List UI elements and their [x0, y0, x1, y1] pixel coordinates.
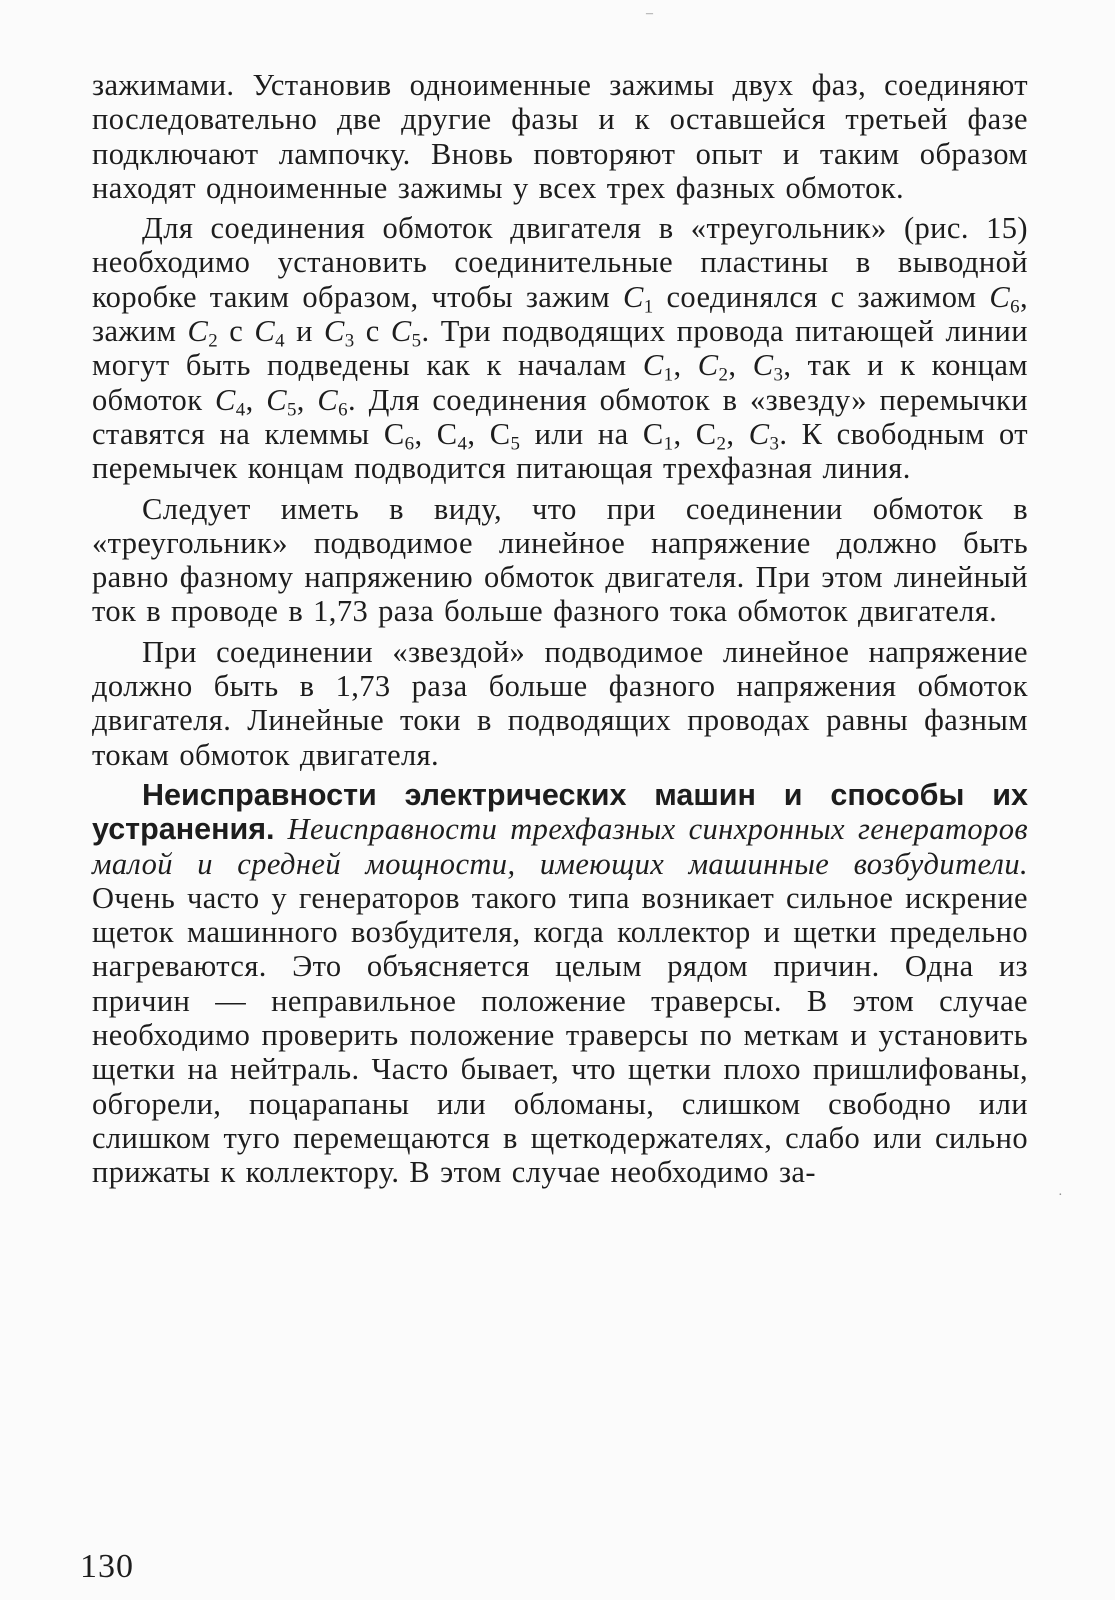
section-heading: Неисправности электрических машин и способы их устранения. — [92, 777, 1028, 847]
subsection-heading: Неисправности трехфазных синхронных генераторов малой и средней мощности, имеющих машинные возбудители. — [92, 812, 1028, 881]
paragraph-5-body: Очень часто у генераторов такого типа возникает сильное искрение щеток машинного возбудителя, когда коллектор и щетки предельно нагреваются. Это объясняется целым рядом причин. Одна из причин — неправильное положение траверсы. В этом случае необходимо проверить положение траверсы по меткам и установить щетки на нейтраль. Часто бывает, что щетки плохо пришлифованы, обгорели, поцарапаны или обломаны, слишком свободно или слишком туго перемещаются в щеткодержателях, слабо или сильно прижаты к коллектору. В этом случае необходимо за- — [92, 880, 1028, 1190]
paragraph-5 — [92, 778, 1028, 1190]
paragraph-2: Для соединения обмоток двигателя в «треугольник» (рис. 15) необходимо установить соединительные пластины в выводной коробке таким образом, чтобы зажим $C_1$ соединялся с зажимом $C_6$, зажим $C_2$ с $C_4$ и $C_3$ с $C_5$. Три подводящих провода питающей линии могут быть подведены как к началам $C_1$, $C_2$, $C_3$, так и к концам обмоток $C_4$, $C_5$, $C_6$. Для соединения обмоток в «звезду» перемычки ставятся на клеммы $C_6$, $C_4$, $C_5$ или на $C_1$, $C_2$, $C_3$. К свободным от перемычек концам подводится питающая трехфазная линия. — [92, 211, 1028, 486]
paragraph-4: При соединении «звездой» подводимое линейное напряжение должно быть в 1,73 раза больше фазного напряжения обмоток двигателя. Линейные токи в подводящих проводах равны фазным токам обмоток двигателя. — [92, 634, 1028, 772]
body-text — [92, 68, 1028, 1190]
scan-mark: – — [646, 6, 653, 21]
paragraph-3: Следует иметь в виду, что при соединении обмоток в «треугольник» подводимое линейное напряжение должно быть равно фазному напряжению обмоток двигателя. При этом линейный ток в проводе в 1,73 раза больше фазного тока обмоток двигателя. — [92, 491, 1028, 629]
scan-mark: · — [1058, 1188, 1063, 1203]
page-number: 130 — [80, 1548, 134, 1585]
paragraph-1: зажимами. Установив одноименные зажимы двух фаз, соединяют последовательно две другие фазы и к оставшейся третьей фазе подключают лампочку. Вновь повторяют опыт и таким образом находят одноименные зажимы у всех трех фазных обмоток. — [92, 68, 1028, 205]
